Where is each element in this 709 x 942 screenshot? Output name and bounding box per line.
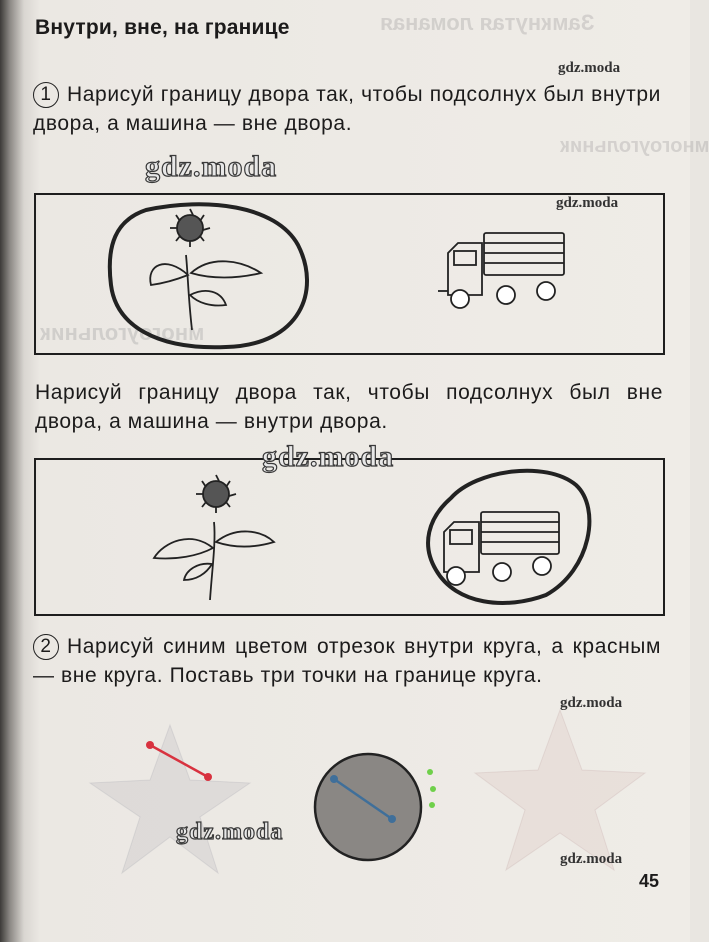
truck-icon <box>438 233 564 308</box>
task1-frame-b <box>34 458 665 616</box>
task2-number: 2 <box>33 634 59 660</box>
watermark: gdz.moda <box>556 195 619 211</box>
task1-instruction-b: Нарисуй границу двора так, чтобы подсолнух был вне двора, а машина — внутри двора. <box>35 381 663 433</box>
circle-shape <box>315 754 421 860</box>
watermark: gdz.moda <box>176 819 284 845</box>
watermark: gdz.moda <box>558 60 621 76</box>
task1-instruction <box>33 80 661 138</box>
truck-icon <box>444 512 559 585</box>
boundary-point <box>430 786 436 792</box>
task1-drawing-b <box>36 460 663 614</box>
show-through-artifact <box>90 725 250 873</box>
task1-number: 1 <box>33 82 59 108</box>
page-title: Внутри, вне, на границе <box>35 16 290 39</box>
sunflower-icon <box>150 209 261 330</box>
boundary-point <box>427 769 433 775</box>
task2-text: Нарисуй синим цветом отрезок внутри круга, а красным — вне круга. Поставь три точки на границе круга. <box>33 635 661 687</box>
watermark: gdz.moda <box>560 695 623 711</box>
task2-instruction <box>33 632 661 690</box>
task1-frame-a <box>34 193 665 355</box>
watermark: gdz.moda <box>560 851 623 867</box>
task1-drawing-a <box>36 195 663 353</box>
page-number: 45 <box>639 871 660 891</box>
show-through-artifact: многоугольник <box>560 135 709 157</box>
show-through-artifact: многоугольник <box>40 320 205 345</box>
watermark: gdz.moda <box>145 150 278 183</box>
watermark: gdz.moda <box>262 440 395 473</box>
yard-boundary <box>110 204 307 347</box>
task1-text: Нарисуй границу двора так, чтобы подсолнух был внутри двора, а машина — вне двора. <box>33 83 661 135</box>
show-through-artifact: Замкнутая ломаная <box>380 10 595 35</box>
show-through-artifact <box>475 710 645 870</box>
sunflower-icon <box>154 475 274 600</box>
boundary-point <box>429 802 435 808</box>
